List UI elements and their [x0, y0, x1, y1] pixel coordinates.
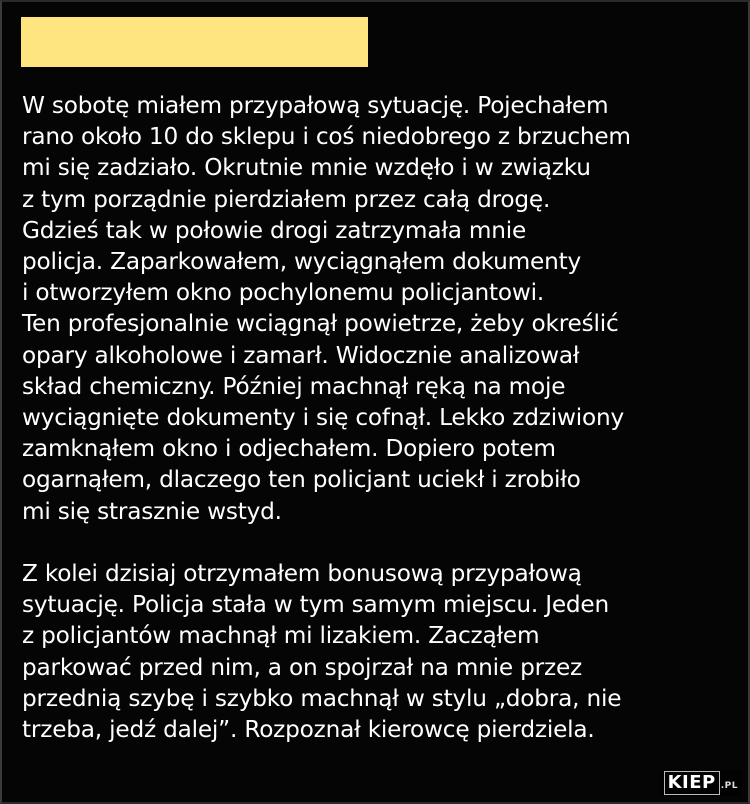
text-line: zamknąłem okno i odjechałem. Dopiero potem [22, 435, 556, 463]
text-line: trzeba, jedź dalej”. Rozpoznał kierowcę pierdziela. [22, 716, 595, 744]
text-line: przednią szybę i szybko machnął w stylu „dobra, nie [22, 684, 622, 712]
text-line: parkować przed nim, a on spojrzał na mnie przez [22, 653, 583, 681]
text-line: Ten profesjonalnie wciągnął powietrze, żeby określić [22, 310, 619, 338]
text-line: Gdzieś tak w połowie drogi zatrzymała mnie [22, 216, 527, 244]
text-line: rano około 10 do sklepu i coś niedobrego z brzuchem [22, 123, 631, 151]
paragraph-2 [22, 558, 742, 745]
watermark-suffix: .PL [720, 781, 738, 791]
text-line: z policjantów machnął mi lizakiem. Zacząłem [22, 622, 540, 650]
kiep-watermark [660, 770, 742, 796]
text-line: W sobotę miałem przypałową sytuację. Pojechałem [22, 92, 609, 119]
text-line: i otworzyłem okno pochylonemu policjantowi. [22, 279, 545, 307]
text-line: opary alkoholowe i zamarł. Widocznie analizował [22, 341, 580, 369]
paragraph-gap [22, 527, 742, 558]
yellow-highlight-bar [21, 17, 368, 67]
text-line: policja. Zaparkowałem, wyciągnąłem dokumenty [22, 248, 582, 276]
text-line: sytuację. Policja stała w tym samym miejscu. Jeden [22, 591, 609, 619]
paragraph-1 [22, 90, 742, 527]
text-line: mi się strasznie wstyd. [22, 497, 282, 525]
text-line: z tym porządnie pierdziałem przez całą drogę. [22, 185, 551, 213]
text-line: Z kolei dzisiaj otrzymałem bonusową przypałową [22, 560, 582, 588]
text-line: ogarnąłem, dlaczego ten policjant uciekł i zrobiło [22, 466, 581, 494]
text-line: skład chemiczny. Później machnął ręką na moje [22, 372, 566, 400]
text-line: wyciągnięte dokumenty i się cofnął. Lekko zdziwiony [22, 404, 624, 432]
text-line: mi się zadziało. Okrutnie mnie wzdęło i w związku [22, 154, 591, 182]
watermark-brand: KIEP [664, 771, 720, 795]
story-text [22, 90, 742, 745]
